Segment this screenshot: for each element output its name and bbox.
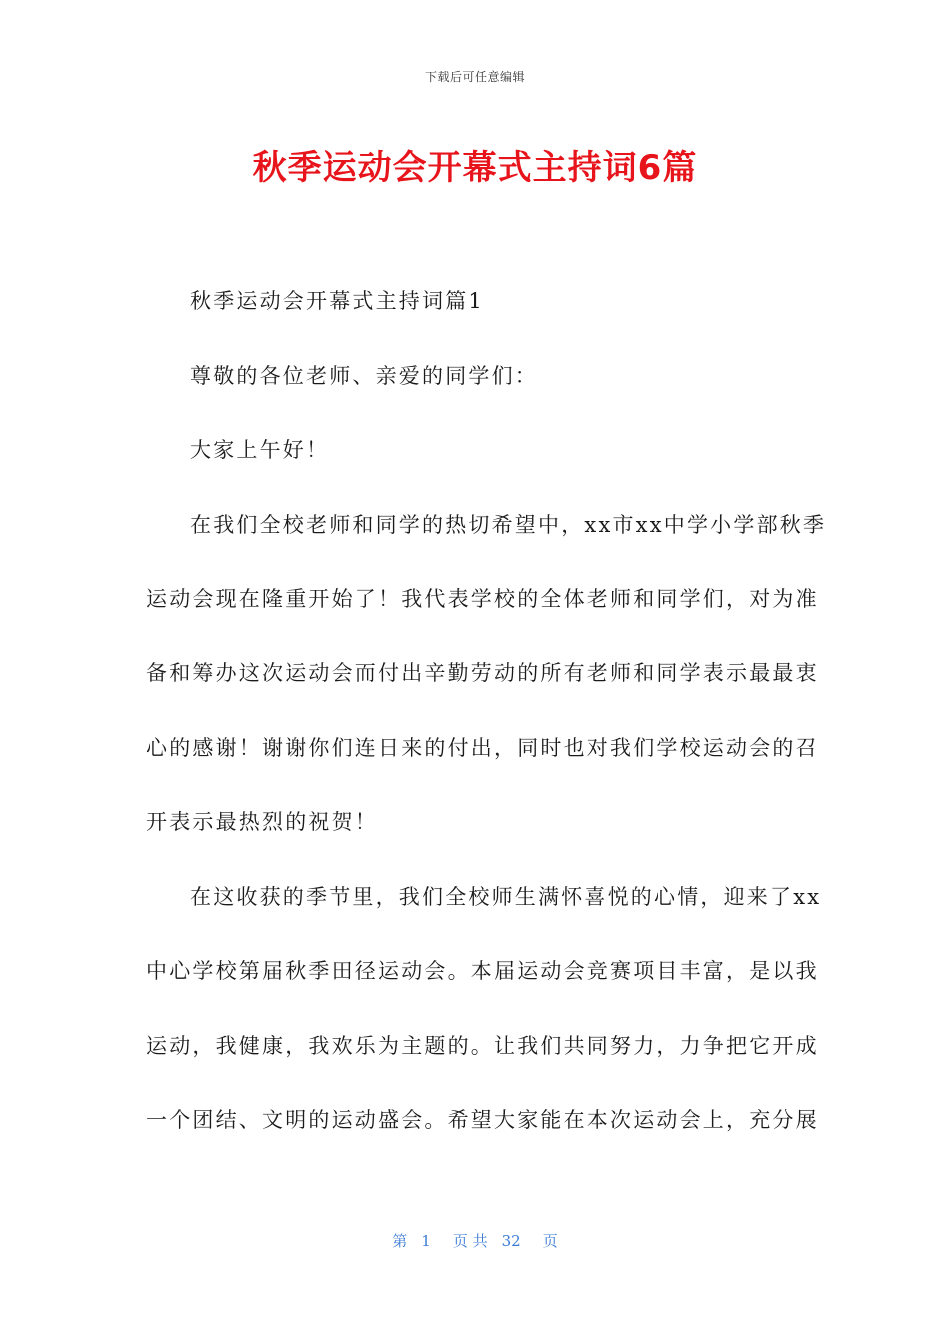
paragraph-line: 一个团结、文明的运动盛会。希望大家能在本次运动会上，充分展 xyxy=(146,1108,819,1132)
greeting: 大家上午好！ xyxy=(190,438,330,462)
paragraph-line: 开表示最热烈的祝贺！ xyxy=(146,810,378,834)
footer-suffix: 页 xyxy=(542,1232,558,1250)
page-footer xyxy=(0,1230,950,1251)
header-note: 下载后可任意编辑 xyxy=(424,70,525,84)
page-number: 1 xyxy=(421,1232,431,1250)
paragraph-line: 中心学校第届秋季田径运动会。本届运动会竞赛项目丰富，是以我 xyxy=(146,959,819,983)
paragraph-line: 心的感谢！谢谢你们连日来的付出，同时也对我们学校运动会的召 xyxy=(146,736,819,760)
footer-prefix: 第 xyxy=(392,1232,408,1250)
paragraph-line: 备和筹办这次运动会而付出辛勤劳动的所有老师和同学表示最最衷 xyxy=(146,661,819,685)
footer-middle: 页 共 xyxy=(452,1232,488,1250)
paragraph-line: 运动，我健康，我欢乐为主题的。让我们共同努力，力争把它开成 xyxy=(146,1034,819,1058)
salutation: 尊敬的各位老师、亲爱的同学们： xyxy=(190,364,538,388)
total-pages: 32 xyxy=(501,1232,521,1250)
section-heading: 秋季运动会开幕式主持词篇1 xyxy=(190,289,484,313)
document-title: 秋季运动会开幕式主持词6篇 xyxy=(252,148,698,188)
paragraph-line: 在我们全校老师和同学的热切希望中，xx市xx中学小学部秋季 xyxy=(190,513,827,537)
paragraph-line: 在这收获的季节里，我们全校师生满怀喜悦的心情，迎来了xx xyxy=(190,885,822,909)
paragraph-line: 运动会现在隆重开始了！我代表学校的全体老师和同学们，对为准 xyxy=(146,587,819,611)
